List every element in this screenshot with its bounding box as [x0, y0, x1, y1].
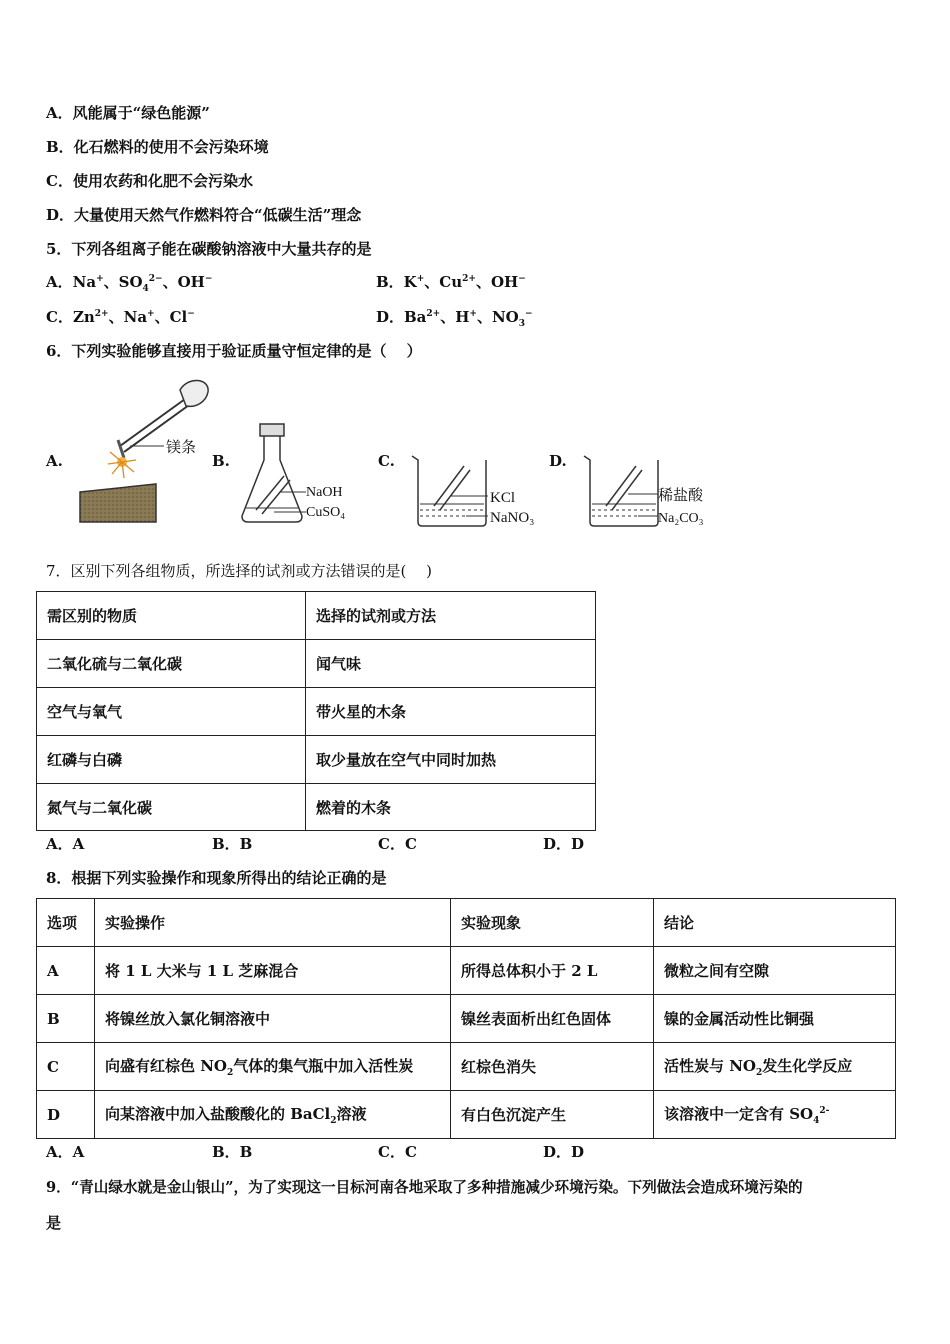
table-row [37, 1091, 896, 1139]
table-row [37, 688, 596, 736]
q8-stem: 8．根据下列实验操作和现象所得出的结论正确的是 [46, 869, 387, 887]
q6-label-c: C. [378, 452, 395, 470]
q5-option-d: D．$Ba^{2+}$、H+、$NO_3^-$ [376, 308, 533, 329]
conical-flask-figure [234, 420, 364, 528]
q7-cell: 带火星的木条 [306, 688, 596, 736]
q7-answer-a: A．A [46, 835, 85, 853]
fig-b-bottom-label: CuSO₄ [306, 505, 346, 520]
q8-cell: B [37, 995, 95, 1043]
q8-cell: 将 1 L 大米与 1 L 芝麻混合 [95, 947, 451, 995]
q6-label-a: A. [46, 452, 63, 470]
q8-cell: 所得总体积小于 2 L [451, 947, 654, 995]
q8-table-header [37, 899, 896, 947]
table-row [37, 640, 596, 688]
q7-cell: 燃着的木条 [306, 784, 596, 831]
q5-option-a: A．Na+、$SO_4^{2-}$、OH− [46, 273, 213, 294]
q8-rowc-con-a: 活性炭与 NO [664, 1057, 756, 1075]
table-row [37, 995, 896, 1043]
table-row [37, 1043, 896, 1091]
q4-option-a: A．风能属于“绿色能源” [46, 104, 210, 122]
q8-header-cell: 结论 [654, 899, 896, 947]
table-row [37, 947, 896, 995]
q8-cell: A [37, 947, 95, 995]
q4-option-c: C．使用农药和化肥不会污染水 [46, 172, 253, 190]
q6-label-b: B. [212, 452, 230, 470]
beaker-kcl-figure [406, 452, 556, 530]
q8-cell: 镍丝表面析出红色固体 [451, 995, 654, 1043]
q7-cell: 红磷与白磷 [37, 736, 306, 784]
q8-header-cell: 选项 [37, 899, 95, 947]
magnesium-burning-figure [72, 372, 212, 527]
q7-cell: 取少量放在空气中同时加热 [306, 736, 596, 784]
q7-cell: 空气与氧气 [37, 688, 306, 736]
fig-d-top-label: 稀盐酸 [658, 488, 704, 504]
beaker-hcl-figure [578, 452, 728, 530]
q8-rowd-op-b: 溶液 [336, 1105, 367, 1123]
q7-header-cell: 需区别的物质 [37, 592, 306, 640]
q5-option-a-prefix: A．Na [46, 273, 97, 291]
table-row [37, 736, 596, 784]
q6-stem: 6．下列实验能够直接用于验证质量守恒定律的是（ ） [46, 342, 422, 360]
q8-cell: 红棕色消失 [451, 1043, 654, 1091]
q8-rowc-op-b: 气体的集气瓶中加入活性炭 [233, 1057, 414, 1075]
q7-answer-b: B．B [212, 835, 253, 853]
q8-answer-a: A．A [46, 1143, 85, 1161]
q8-cell: 活性炭与 $NO_2$发生化学反应 [654, 1043, 896, 1091]
q7-answer-c: C．C [378, 835, 417, 853]
q8-header-cell: 实验现象 [451, 899, 654, 947]
table-row [37, 784, 596, 831]
q8-rowc-op-a: 向盛有红棕色 NO [105, 1057, 228, 1075]
q7-stem: 7．区别下列各组物质，所选择的试剂或方法错误的是( ) [46, 562, 433, 580]
q8-table [36, 898, 896, 1139]
q8-cell: 镍的金属活动性比铜强 [654, 995, 896, 1043]
q8-cell: D [37, 1091, 95, 1139]
fig-d-bottom-label: Na₂CO₃ [658, 511, 704, 526]
q4-option-b: B．化石燃料的使用不会污染环境 [46, 138, 269, 156]
q7-table-header [37, 592, 596, 640]
q7-header-cell: 选择的试剂或方法 [306, 592, 596, 640]
q5-option-d-prefix: D．Ba [376, 308, 427, 326]
q8-cell: 有白色沉淀产生 [451, 1091, 654, 1139]
q8-answer-b: B．B [212, 1143, 253, 1161]
q8-cell: 微粒之间有空隙 [654, 947, 896, 995]
q7-cell: 二氧化硫与二氧化碳 [37, 640, 306, 688]
q8-rowc-con-b: 发生化学反应 [762, 1057, 853, 1075]
fig-c-top-label: KCl [490, 490, 516, 506]
fig-a-label: 镁条 [166, 440, 197, 456]
q8-answer-c: C．C [378, 1143, 417, 1161]
q8-header-cell: 实验操作 [95, 899, 451, 947]
q5-option-b-prefix: B．K [376, 273, 417, 291]
q9-stem-line2: 是 [46, 1214, 62, 1232]
q9-stem-line1: 9．“青山绿水就是金山银山”，为了实现这一目标河南各地采取了多种措施减少环境污染。下列做法会造成环境污染的 [46, 1179, 803, 1196]
fig-b-top-label: NaOH [306, 485, 343, 500]
q8-rowd-op-a: 向某溶液中加入盐酸酸化的 BaCl [105, 1105, 331, 1123]
q8-cell: 向盛有红棕色 $NO_2$气体的集气瓶中加入活性炭 [95, 1043, 451, 1091]
q7-cell: 氮气与二氧化碳 [37, 784, 306, 831]
q6-label-d: D. [549, 452, 567, 470]
q8-cell: 向某溶液中加入盐酸酸化的 BaCl$_2$溶液 [95, 1091, 451, 1139]
q5-option-b: B．K+、$Cu^{2+}$、OH− [376, 273, 526, 291]
q5-option-c: C．$Zn^{2+}$、Na+、Cl− [46, 308, 195, 326]
q4-option-d: D．大量使用天然气作燃料符合“低碳生活”理念 [46, 206, 362, 224]
q8-cell: C [37, 1043, 95, 1091]
q7-answer-d: D．D [543, 835, 585, 853]
fig-c-bottom-label: NaNO₃ [490, 510, 535, 526]
q5-option-c-prefix: C．Zn [46, 308, 95, 326]
q7-table [36, 591, 596, 831]
q7-cell: 闻气味 [306, 640, 596, 688]
q5-stem: 5．下列各组离子能在碳酸钠溶液中大量共存的是 [46, 240, 372, 258]
q8-rowd-con: 该溶液中一定含有 SO [664, 1105, 814, 1123]
q8-cell: 将镍丝放入氯化铜溶液中 [95, 995, 451, 1043]
q8-answer-d: D．D [543, 1143, 585, 1161]
q8-cell: 该溶液中一定含有 $SO_4^{2-}$ [654, 1091, 896, 1139]
